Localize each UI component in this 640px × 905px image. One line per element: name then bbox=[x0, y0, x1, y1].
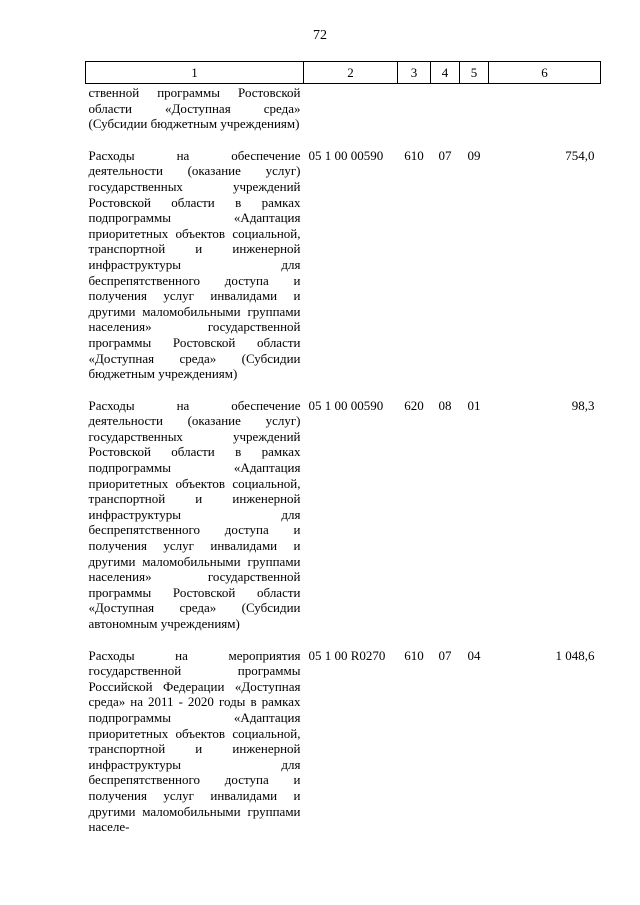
table-row bbox=[86, 148, 601, 398]
row-rz bbox=[431, 84, 460, 148]
row-code: 05 1 00 R0270 bbox=[308, 647, 386, 663]
header-col-3: 3 bbox=[398, 62, 431, 84]
row-amount bbox=[489, 84, 601, 148]
row-pr: 04 bbox=[467, 647, 481, 663]
table-row bbox=[86, 648, 601, 851]
row-code: 05 1 00 00590 bbox=[308, 147, 384, 163]
row-code: 05 1 00 00590 bbox=[308, 397, 384, 413]
row-description: Расходы на обеспечение деятельности (оказание услуг) государственных учреждений Ростовской области в рамках подпрограммы «Адаптация приоритетных объектов социальной, транспортной и инженерной инфраструктуры для беспрепятственного доступа и получения услуг инвалидами и другими маломобильными группами населения» государственной программы Ростовской области «Доступная среда» (Субсидии бюджетным учреждениям) bbox=[88, 147, 301, 382]
header-col-1: 1 bbox=[86, 62, 304, 84]
row-pr: 09 bbox=[467, 147, 481, 163]
header-col-2: 2 bbox=[304, 62, 398, 84]
row-pr bbox=[460, 84, 489, 148]
row-vr bbox=[398, 84, 431, 148]
row-rz: 08 bbox=[438, 397, 452, 413]
row-rz: 07 bbox=[438, 647, 452, 663]
row-description: Расходы на мероприятия государственной программы Российской Федерации «Доступная среда» на 2011 - 2020 годы в рамках подпрограммы «Адаптация приоритетных объектов социальной, транспортной и инженерной инфраструктуры для беспрепятственного доступа и получения услуг инвалидами и другими маломобильными группами населе- bbox=[88, 647, 301, 835]
table-body bbox=[86, 84, 601, 851]
budget-table bbox=[85, 61, 601, 851]
row-rz: 07 bbox=[438, 147, 452, 163]
row-description: ственной программы Ростовской области «Доступная среда» (Субсидии бюджетным учреждениям) bbox=[88, 85, 301, 132]
row-amount: 98,3 bbox=[571, 397, 595, 413]
header-col-4: 4 bbox=[431, 62, 460, 84]
row-description: Расходы на обеспечение деятельности (оказание услуг) государственных учреждений Ростовской области в рамках подпрограммы «Адаптация приоритетных объектов социальной, транспортной и инженерной инфраструктуры для беспрепятственного доступа и получения услуг инвалидами и другими маломобильными группами населения» государственной программы Ростовской области «Доступная среда» (Субсидии автономным учреждениям) bbox=[88, 397, 301, 631]
page-number: 72 bbox=[313, 28, 327, 43]
row-pr: 01 bbox=[467, 397, 481, 413]
row-vr: 620 bbox=[404, 397, 424, 413]
row-amount: 1 048,6 bbox=[555, 647, 595, 663]
table-header bbox=[86, 62, 601, 84]
row-code bbox=[304, 84, 398, 148]
header-col-6: 6 bbox=[489, 62, 601, 84]
header-row bbox=[86, 62, 601, 84]
row-vr: 610 bbox=[404, 147, 424, 163]
header-col-5: 5 bbox=[460, 62, 489, 84]
row-vr: 610 bbox=[404, 647, 424, 663]
table-row bbox=[86, 84, 601, 148]
table-row bbox=[86, 398, 601, 648]
row-amount: 754,0 bbox=[565, 147, 595, 163]
